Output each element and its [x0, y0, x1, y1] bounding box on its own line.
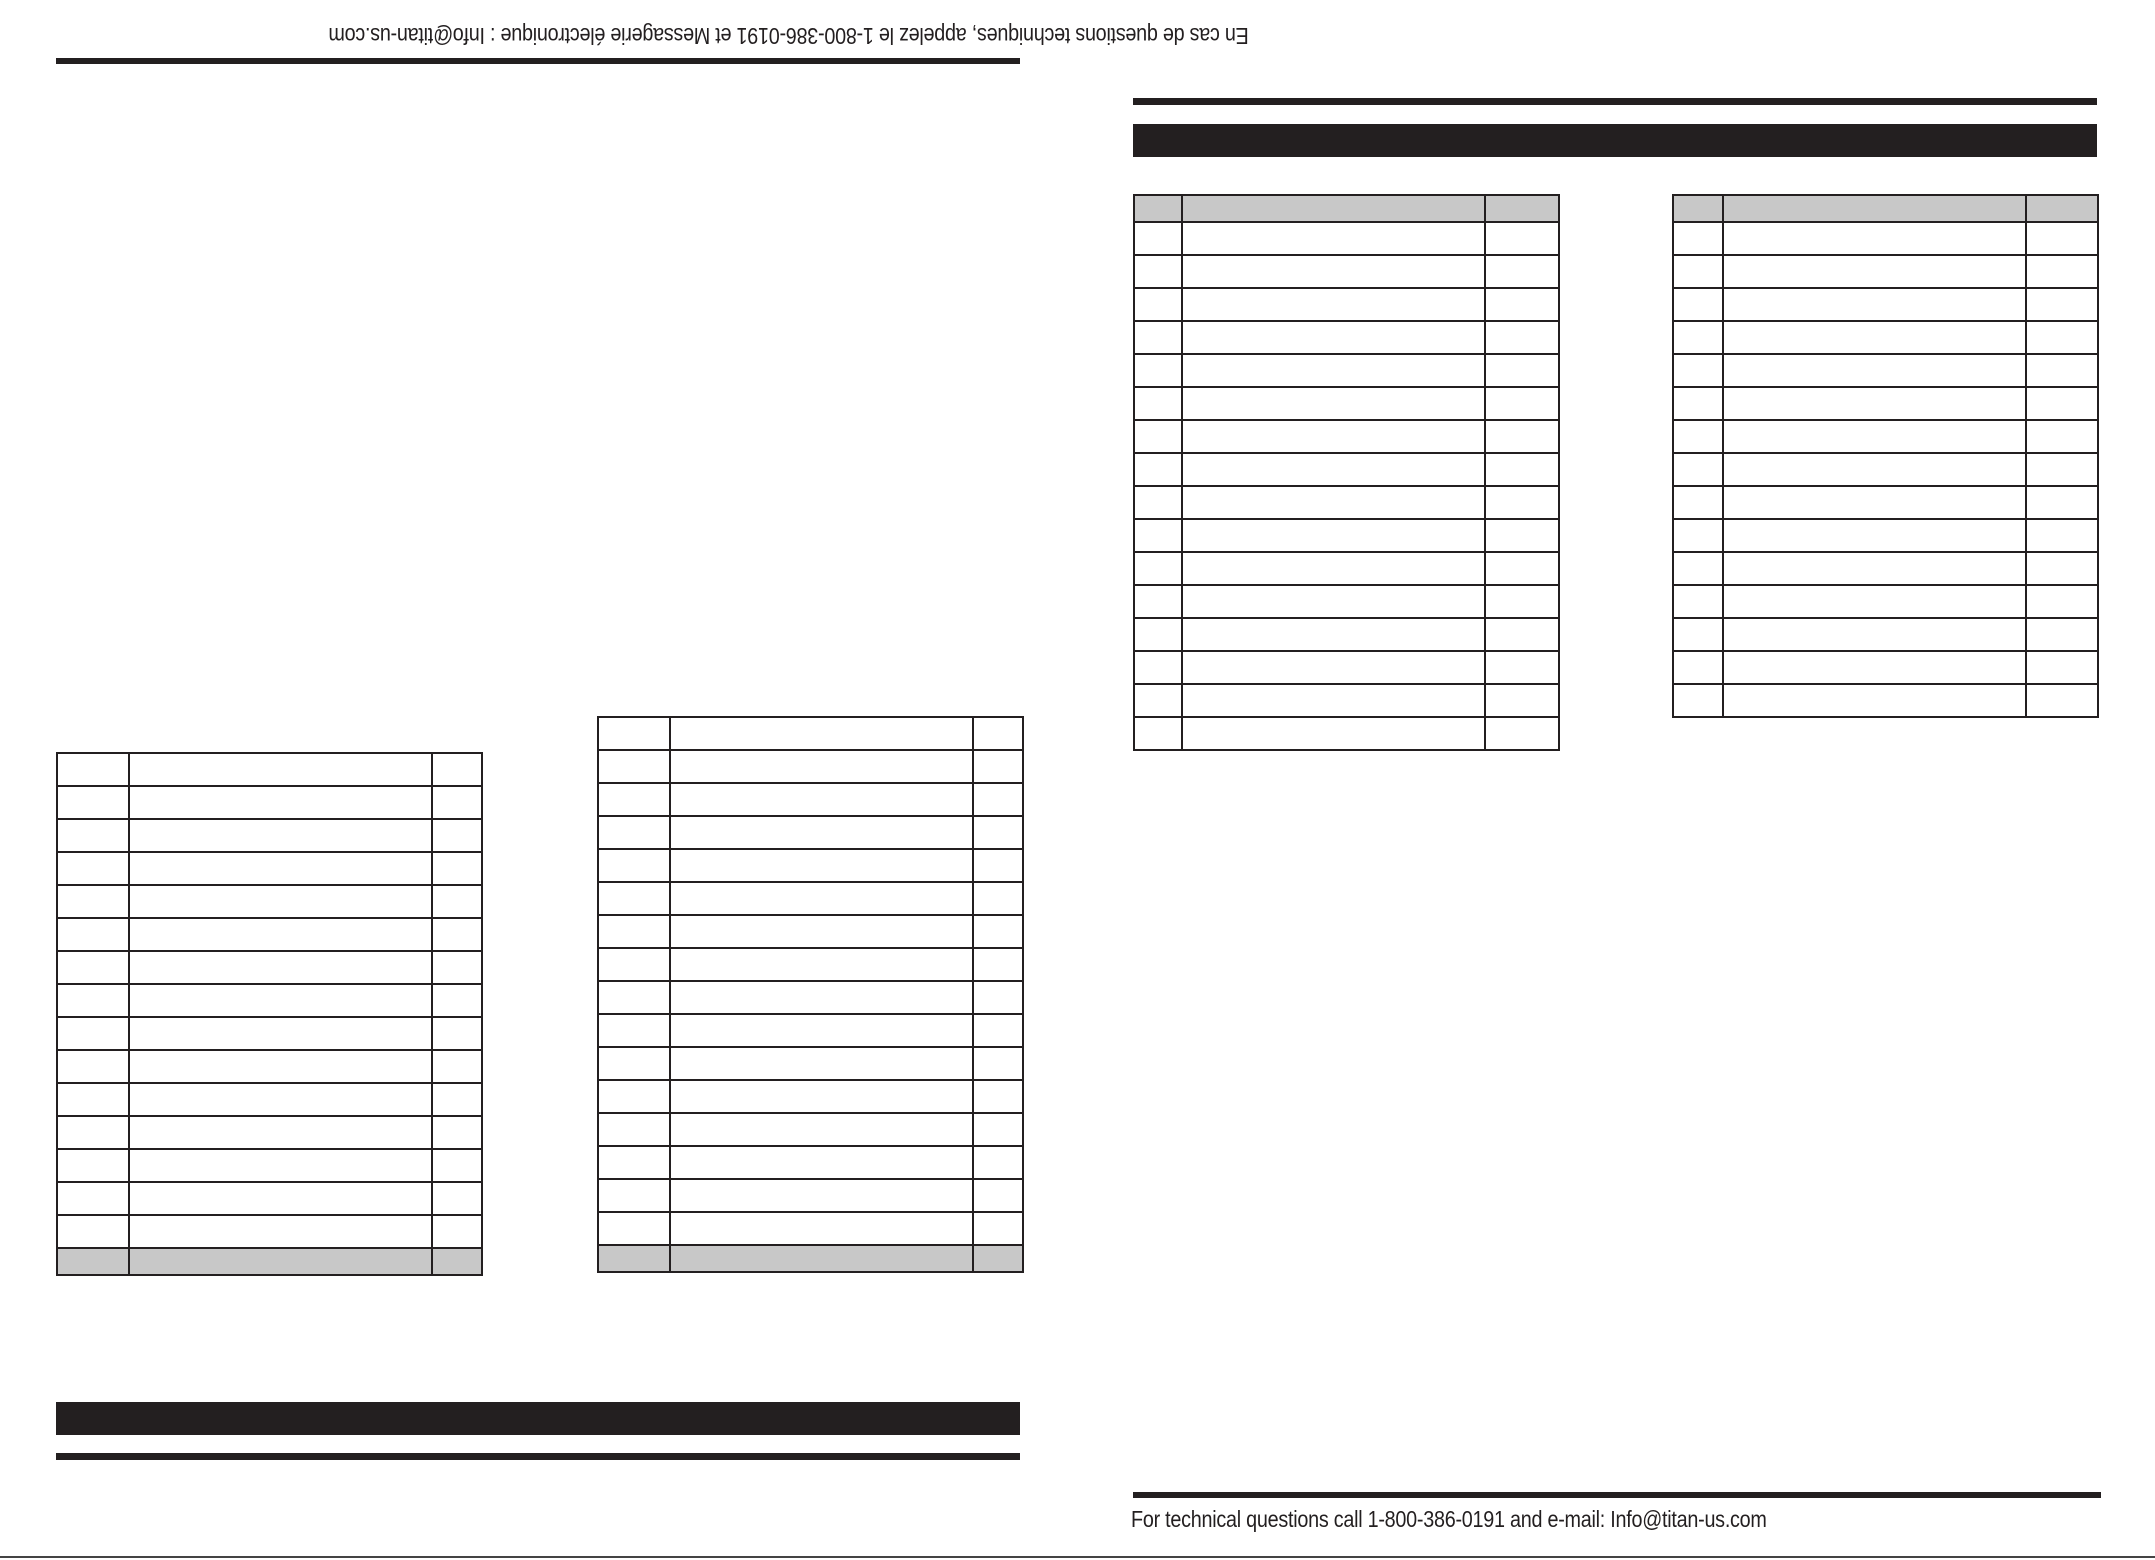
- table-row: [1673, 387, 2098, 420]
- table-cell: [1485, 222, 1559, 255]
- table-cell: [129, 852, 432, 885]
- table-cell: [598, 1146, 670, 1179]
- table-row: [1673, 651, 2098, 684]
- table-cell: [57, 918, 129, 951]
- table-cell: [57, 852, 129, 885]
- table-row: [1673, 585, 2098, 618]
- table-cell: [1723, 552, 2026, 585]
- table-cell: [2026, 618, 2098, 651]
- table-row: [1673, 354, 2098, 387]
- table-cell: [1485, 519, 1559, 552]
- table-row: [598, 948, 1023, 981]
- table-row: [57, 852, 482, 885]
- table-cell: [973, 1014, 1023, 1047]
- table-cell: [57, 885, 129, 918]
- table-row: [1134, 519, 1559, 552]
- table-cell: [670, 1212, 973, 1245]
- table-cell: [57, 984, 129, 1017]
- table-cell: [129, 1149, 432, 1182]
- table-cell: [1723, 255, 2026, 288]
- table-cell: [432, 1182, 482, 1215]
- table-cell: [670, 1014, 973, 1047]
- table-cell: [670, 915, 973, 948]
- table-cell: [1182, 684, 1485, 717]
- table-row: [1134, 717, 1559, 750]
- table-cell: [1673, 453, 1723, 486]
- table-row: [1134, 195, 1559, 222]
- table-cell: [1182, 420, 1485, 453]
- table-cell: [1673, 387, 1723, 420]
- table-cell: [973, 816, 1023, 849]
- table-cell: [670, 981, 973, 1014]
- table-cell: [973, 849, 1023, 882]
- table-cell: [129, 786, 432, 819]
- table-cell: [598, 1179, 670, 1212]
- table-cell: [598, 816, 670, 849]
- table-row: [1673, 486, 2098, 519]
- table-cell: [1485, 453, 1559, 486]
- table-cell: [129, 819, 432, 852]
- left-parts-table-a: [56, 752, 483, 1276]
- table-cell: [432, 885, 482, 918]
- table-cell: [1485, 288, 1559, 321]
- table-cell: [1182, 717, 1485, 750]
- table-cell: [57, 786, 129, 819]
- table-cell: [57, 1215, 129, 1248]
- table-cell: [1673, 585, 1723, 618]
- table-cell: [2026, 552, 2098, 585]
- left-parts-table-b: [597, 716, 1024, 1273]
- table-row: [598, 981, 1023, 1014]
- table-cell: [432, 1017, 482, 1050]
- table-cell: [1723, 288, 2026, 321]
- table-row: [1134, 684, 1559, 717]
- table-cell: [598, 882, 670, 915]
- table-cell: [670, 1047, 973, 1080]
- table-row: [1134, 222, 1559, 255]
- left-top-rule: [56, 58, 1020, 64]
- table-cell: [1182, 585, 1485, 618]
- table-cell: [1134, 486, 1182, 519]
- table-cell: [598, 717, 670, 750]
- table-cell: [2026, 321, 2098, 354]
- table-cell: [1723, 354, 2026, 387]
- table-cell: [1485, 684, 1559, 717]
- table-cell: [973, 882, 1023, 915]
- right-parts-table-c: [1133, 194, 1560, 751]
- table-row: [1673, 453, 2098, 486]
- table-cell: [1182, 288, 1485, 321]
- table-cell: [1673, 420, 1723, 453]
- table-row: [598, 1146, 1023, 1179]
- table-cell: [1485, 195, 1559, 222]
- table-cell: [1485, 387, 1559, 420]
- right-parts-table-d: [1672, 194, 2099, 718]
- table-row: [57, 786, 482, 819]
- table-cell: [1673, 486, 1723, 519]
- table-cell: [1134, 387, 1182, 420]
- table-row: [57, 885, 482, 918]
- table-cell: [973, 948, 1023, 981]
- table-cell: [598, 1212, 670, 1245]
- table-row: [57, 984, 482, 1017]
- table-cell: [1134, 288, 1182, 321]
- table-cell: [598, 915, 670, 948]
- table-row: [598, 882, 1023, 915]
- table-cell: [1182, 222, 1485, 255]
- table-cell: [973, 1245, 1023, 1272]
- table-cell: [598, 1080, 670, 1113]
- table-row: [598, 915, 1023, 948]
- table-cell: [1182, 195, 1485, 222]
- table-row: [1673, 618, 2098, 651]
- table-cell: [432, 1215, 482, 1248]
- table-cell: [1673, 552, 1723, 585]
- table-cell: [432, 819, 482, 852]
- table-cell: [432, 984, 482, 1017]
- table-cell: [1134, 453, 1182, 486]
- table-cell: [1134, 354, 1182, 387]
- table-cell: [1182, 651, 1485, 684]
- table-cell: [432, 1149, 482, 1182]
- table-cell: [129, 984, 432, 1017]
- table-row: [1134, 354, 1559, 387]
- table-row: [1673, 519, 2098, 552]
- table-row: [1134, 387, 1559, 420]
- table-cell: [973, 1179, 1023, 1212]
- table-cell: [1134, 519, 1182, 552]
- table-cell: [1673, 195, 1723, 222]
- table-cell: [129, 1116, 432, 1149]
- table-row: [57, 1083, 482, 1116]
- table-cell: [1485, 651, 1559, 684]
- table-row: [1134, 255, 1559, 288]
- table-cell: [57, 1116, 129, 1149]
- table-cell: [1182, 453, 1485, 486]
- table-cell: [670, 750, 973, 783]
- table-cell: [57, 753, 129, 786]
- table-cell: [1723, 420, 2026, 453]
- right-bottom-rule: [1133, 1492, 2101, 1498]
- table-cell: [670, 1179, 973, 1212]
- left-bottom-rule: [56, 1453, 1020, 1460]
- table-cell: [1182, 321, 1485, 354]
- table-cell: [1182, 519, 1485, 552]
- table-cell: [1485, 552, 1559, 585]
- table-cell: [1134, 195, 1182, 222]
- table-row: [1673, 684, 2098, 717]
- table-cell: [670, 1146, 973, 1179]
- table-cell: [1673, 255, 1723, 288]
- table-cell: [2026, 387, 2098, 420]
- table-cell: [129, 1182, 432, 1215]
- table-cell: [973, 981, 1023, 1014]
- table-cell: [973, 1047, 1023, 1080]
- table-cell: [1485, 354, 1559, 387]
- table-cell: [598, 783, 670, 816]
- table-cell: [129, 1017, 432, 1050]
- table-cell: [129, 885, 432, 918]
- table-cell: [432, 852, 482, 885]
- page-bottom-edge: [0, 1556, 2155, 1558]
- table-cell: [2026, 519, 2098, 552]
- table-row: [1134, 453, 1559, 486]
- table-row: [598, 1179, 1023, 1212]
- table-row: [1673, 552, 2098, 585]
- table-cell: [1485, 717, 1559, 750]
- table-cell: [1134, 717, 1182, 750]
- table-cell: [1485, 486, 1559, 519]
- table-cell: [1134, 552, 1182, 585]
- table-cell: [57, 1149, 129, 1182]
- table-row: [1134, 651, 1559, 684]
- table-cell: [973, 1080, 1023, 1113]
- table-row: [598, 816, 1023, 849]
- table-cell: [2026, 684, 2098, 717]
- table-cell: [1723, 387, 2026, 420]
- table-cell: [2026, 453, 2098, 486]
- table-cell: [1134, 651, 1182, 684]
- table-cell: [2026, 288, 2098, 321]
- table-cell: [1134, 420, 1182, 453]
- table-cell: [1485, 255, 1559, 288]
- table-cell: [1134, 618, 1182, 651]
- table-cell: [1723, 618, 2026, 651]
- header-contact-text-fr: En cas de questions techniques, appelez le 1-800-386-0191 et Messagerie électronique : Info@titan-us.com: [328, 23, 1249, 49]
- table-cell: [1134, 684, 1182, 717]
- table-cell: [670, 717, 973, 750]
- right-title-band: [1133, 124, 2097, 157]
- table-row: [57, 819, 482, 852]
- table-cell: [432, 1050, 482, 1083]
- table-cell: [57, 1083, 129, 1116]
- right-top-rule: [1133, 98, 2097, 105]
- table-row: [598, 1212, 1023, 1245]
- table-cell: [1723, 684, 2026, 717]
- table-cell: [1723, 486, 2026, 519]
- table-cell: [1673, 618, 1723, 651]
- table-cell: [973, 717, 1023, 750]
- table-row: [1134, 486, 1559, 519]
- table-cell: [1723, 321, 2026, 354]
- table-cell: [1673, 651, 1723, 684]
- table-cell: [57, 1182, 129, 1215]
- table-cell: [129, 951, 432, 984]
- footer-contact-text-en: For technical questions call 1-800-386-0191 and e-mail: Info@titan-us.com: [1131, 1506, 1767, 1532]
- table-cell: [1723, 195, 2026, 222]
- table-cell: [432, 1116, 482, 1149]
- table-row: [598, 783, 1023, 816]
- table-cell: [670, 948, 973, 981]
- table-cell: [2026, 354, 2098, 387]
- table-row: [1134, 420, 1559, 453]
- table-cell: [598, 1047, 670, 1080]
- table-cell: [2026, 255, 2098, 288]
- table-cell: [1673, 288, 1723, 321]
- table-cell: [432, 753, 482, 786]
- table-cell: [2026, 585, 2098, 618]
- table-row: [1673, 222, 2098, 255]
- table-cell: [973, 1212, 1023, 1245]
- left-title-band: [56, 1402, 1020, 1435]
- table-cell: [973, 1113, 1023, 1146]
- table-row: [1134, 552, 1559, 585]
- table-cell: [129, 753, 432, 786]
- table-cell: [1182, 486, 1485, 519]
- table-row: [1673, 420, 2098, 453]
- table-row: [57, 1182, 482, 1215]
- table-cell: [57, 951, 129, 984]
- table-cell: [129, 1248, 432, 1275]
- table-cell: [598, 1113, 670, 1146]
- table-row: [598, 750, 1023, 783]
- table-cell: [1485, 585, 1559, 618]
- table-cell: [598, 1014, 670, 1047]
- table-cell: [57, 819, 129, 852]
- table-cell: [1723, 222, 2026, 255]
- table-row: [1134, 585, 1559, 618]
- table-cell: [1134, 255, 1182, 288]
- table-row: [1134, 288, 1559, 321]
- table-cell: [129, 1083, 432, 1116]
- table-cell: [1673, 519, 1723, 552]
- table-row: [57, 1050, 482, 1083]
- table-cell: [1182, 387, 1485, 420]
- table-cell: [598, 981, 670, 1014]
- table-cell: [1134, 585, 1182, 618]
- table-cell: [1485, 321, 1559, 354]
- table-row: [57, 753, 482, 786]
- table-row: [57, 1017, 482, 1050]
- table-row: [57, 1215, 482, 1248]
- table-cell: [432, 1083, 482, 1116]
- table-cell: [432, 918, 482, 951]
- table-row: [57, 1149, 482, 1182]
- table-cell: [432, 951, 482, 984]
- table-row: [598, 1080, 1023, 1113]
- table-row: [598, 849, 1023, 882]
- table-row: [57, 1116, 482, 1149]
- table-cell: [598, 1245, 670, 1272]
- table-cell: [1134, 321, 1182, 354]
- table-cell: [129, 1050, 432, 1083]
- table-cell: [598, 948, 670, 981]
- table-row: [598, 1245, 1023, 1272]
- table-row: [57, 951, 482, 984]
- table-cell: [1723, 651, 2026, 684]
- table-cell: [670, 1245, 973, 1272]
- table-cell: [2026, 651, 2098, 684]
- table-cell: [57, 1050, 129, 1083]
- table-cell: [1134, 222, 1182, 255]
- table-cell: [1485, 618, 1559, 651]
- table-cell: [57, 1017, 129, 1050]
- table-cell: [1723, 519, 2026, 552]
- table-cell: [1673, 354, 1723, 387]
- table-cell: [432, 1248, 482, 1275]
- table-cell: [2026, 420, 2098, 453]
- table-row: [1673, 255, 2098, 288]
- table-cell: [1723, 585, 2026, 618]
- table-cell: [57, 1248, 129, 1275]
- table-cell: [1673, 684, 1723, 717]
- table-cell: [973, 783, 1023, 816]
- table-cell: [2026, 486, 2098, 519]
- table-cell: [1182, 255, 1485, 288]
- table-cell: [1723, 453, 2026, 486]
- table-cell: [1182, 354, 1485, 387]
- table-cell: [973, 915, 1023, 948]
- table-cell: [670, 882, 973, 915]
- table-row: [1673, 288, 2098, 321]
- table-row: [1673, 195, 2098, 222]
- table-cell: [598, 849, 670, 882]
- table-cell: [973, 1146, 1023, 1179]
- table-cell: [598, 750, 670, 783]
- table-cell: [2026, 195, 2098, 222]
- table-row: [1134, 321, 1559, 354]
- table-cell: [2026, 222, 2098, 255]
- table-row: [1673, 321, 2098, 354]
- table-cell: [1673, 222, 1723, 255]
- table-cell: [129, 918, 432, 951]
- table-cell: [973, 750, 1023, 783]
- table-cell: [129, 1215, 432, 1248]
- table-cell: [670, 1113, 973, 1146]
- table-cell: [1485, 420, 1559, 453]
- table-cell: [670, 816, 973, 849]
- table-cell: [1182, 618, 1485, 651]
- table-row: [1134, 618, 1559, 651]
- table-row: [598, 1113, 1023, 1146]
- table-row: [57, 918, 482, 951]
- table-row: [598, 1014, 1023, 1047]
- table-cell: [1182, 552, 1485, 585]
- table-cell: [670, 1080, 973, 1113]
- table-row: [598, 717, 1023, 750]
- table-cell: [432, 786, 482, 819]
- table-row: [57, 1248, 482, 1275]
- table-row: [598, 1047, 1023, 1080]
- table-cell: [670, 849, 973, 882]
- table-cell: [670, 783, 973, 816]
- table-cell: [1673, 321, 1723, 354]
